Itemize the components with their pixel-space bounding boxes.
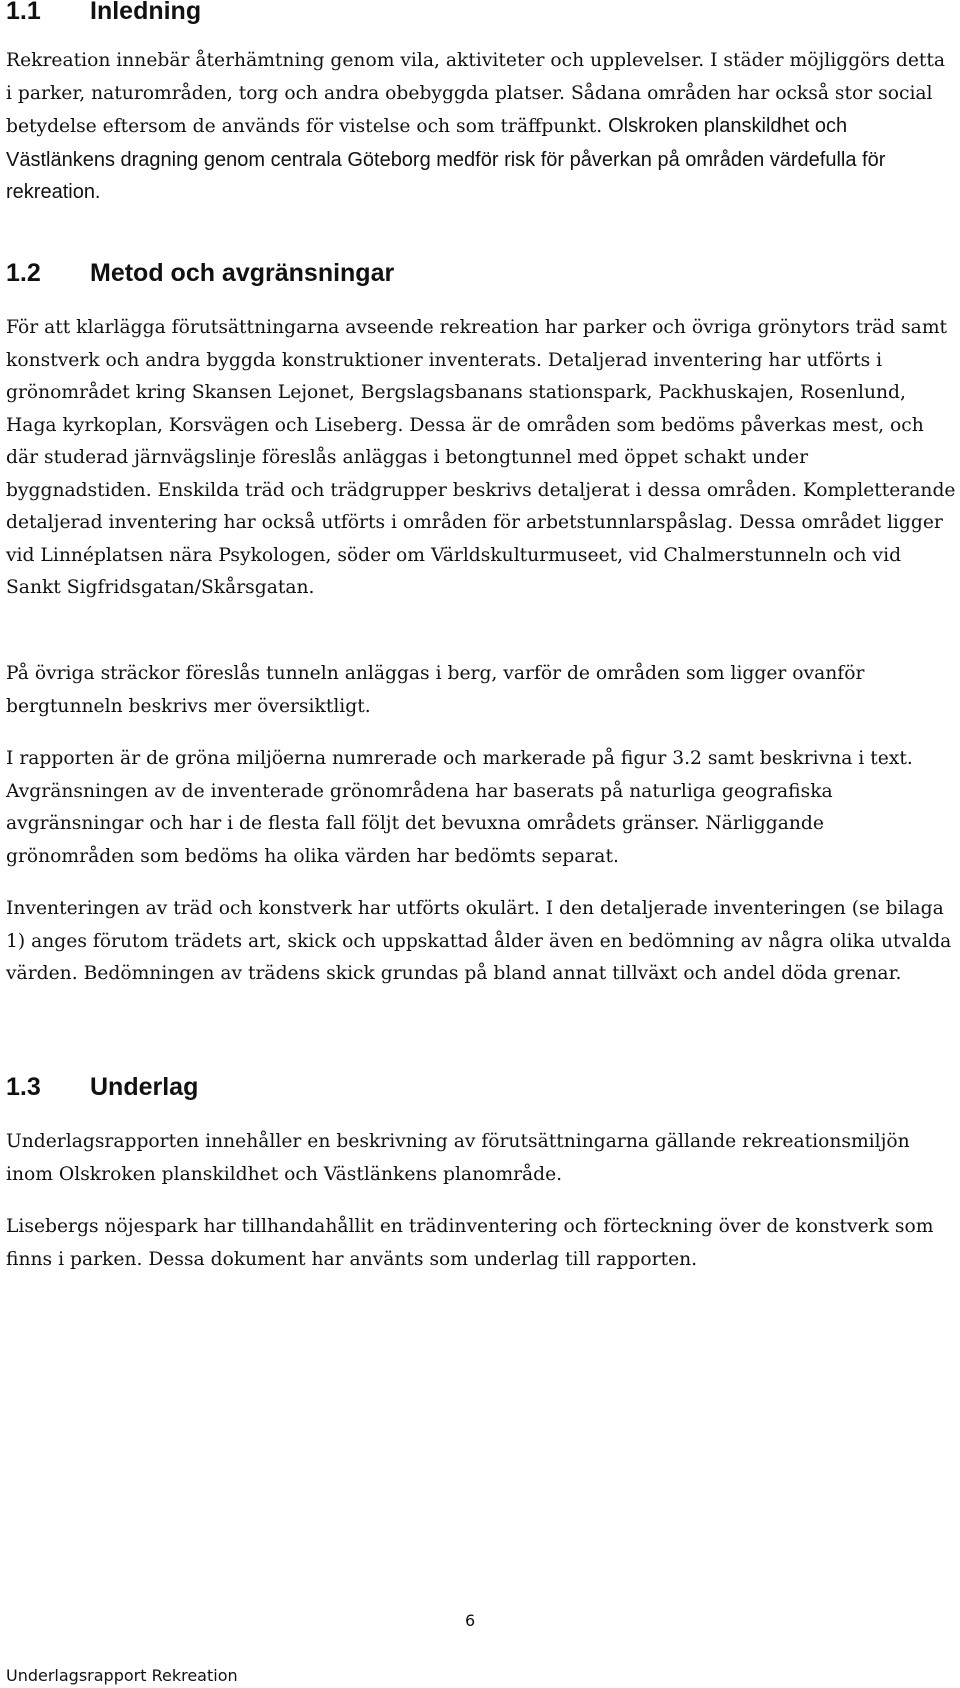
section-title: Metod och avgränsningar: [90, 259, 395, 287]
section-number: 1.1: [6, 0, 41, 25]
section-title: Underlag: [90, 1073, 199, 1101]
section-number: 1.3: [6, 1073, 41, 1101]
footer-report-title: Underlagsrapport Rekreation: [6, 1666, 238, 1685]
paragraph: Lisebergs nöjespark har tillhandahållit en trädinventering och förteckning över de konstverk som finns i parken. Dessa dokument har använts som underlag till rapporten.: [6, 1216, 934, 1270]
paragraph: På övriga sträckor föreslås tunneln anläggas i berg, varför de områden som ligger ovanför bergtunneln beskrivs mer översiktligt.: [6, 663, 865, 717]
section-heading-1-1: [6, 0, 201, 25]
paragraph-sans-part: Olskroken planskildhet och Västlänkens dragning genom centrala Göteborg medför risk för påverkan på områden värdefulla för rekreation.: [6, 115, 886, 203]
page-number: 6: [465, 1611, 476, 1630]
section-heading-1-2: [6, 259, 394, 287]
paragraph: För att klarlägga förutsättningarna avseende rekreation har parker och övriga grönytors träd samt konstverk och andra byggda konstruktioner inventerats. Detaljerad inventering har utförts i grönområdet kring Skansen Lejonet, Bergslagsbanans stationspark, Packhuskajen, Rosenlund, Haga kyrkoplan, Korsvägen och Liseberg. Dessa är de områden som bedöms påverkas mest, och där studerad järnvägslinje föreslås anläggas i betongtunnel med öppet schakt under byggnadstiden. Enskilda träd och trädgrupper beskrivs detaljerat i dessa områden. Kompletterande detaljerad inventering har också utförts i områden för arbetstunnlarspåslag. Dessa området ligger vid Linnéplatsen nära Psykologen, söder om Världskulturmuseet, vid Chalmerstunneln och vid Sankt Sigfridsgatan/Skårsgatan.: [6, 317, 956, 598]
section-number: 1.2: [6, 259, 41, 287]
paragraph: Inventeringen av träd och konstverk har utförts okulärt. I den detaljerade inventeringen (se bilaga 1) anges förutom trädets art, skick och uppskattad ålder även en bedömning av några olika utvalda värden. Bedömningen av trädens skick grundas på bland annat tillväxt och andel döda grenar.: [6, 898, 952, 984]
section-heading-1-3: [6, 1073, 198, 1101]
section-title: Inledning: [90, 0, 202, 25]
paragraph: Underlagsrapporten innehåller en beskrivning av förutsättningarna gällande rekreationsmiljön inom Olskroken planskildhet och Västlänkens planområde.: [6, 1131, 910, 1185]
paragraph: I rapporten är de gröna miljöerna numrerade och markerade på figur 3.2 samt beskrivna i text. Avgränsningen av de inventerade grönområdena har baserats på naturliga geografiska avgränsningar och har i de flesta fall följt det bevuxna områdets gränser. Närliggande grönområden som bedöms ha olika värden har bedömts separat.: [6, 748, 913, 867]
paragraph-serif-part: Rekreation innebär återhämtning genom vila, aktiviteter och upplevelser. I städer möjliggörs detta i parker, naturområden, torg och andra obebyggda platser. Sådana områden har också stor social betydelse eftersom de används för vistelse och som träffpunkt.: [6, 50, 946, 137]
intro-paragraph: [6, 45, 956, 209]
